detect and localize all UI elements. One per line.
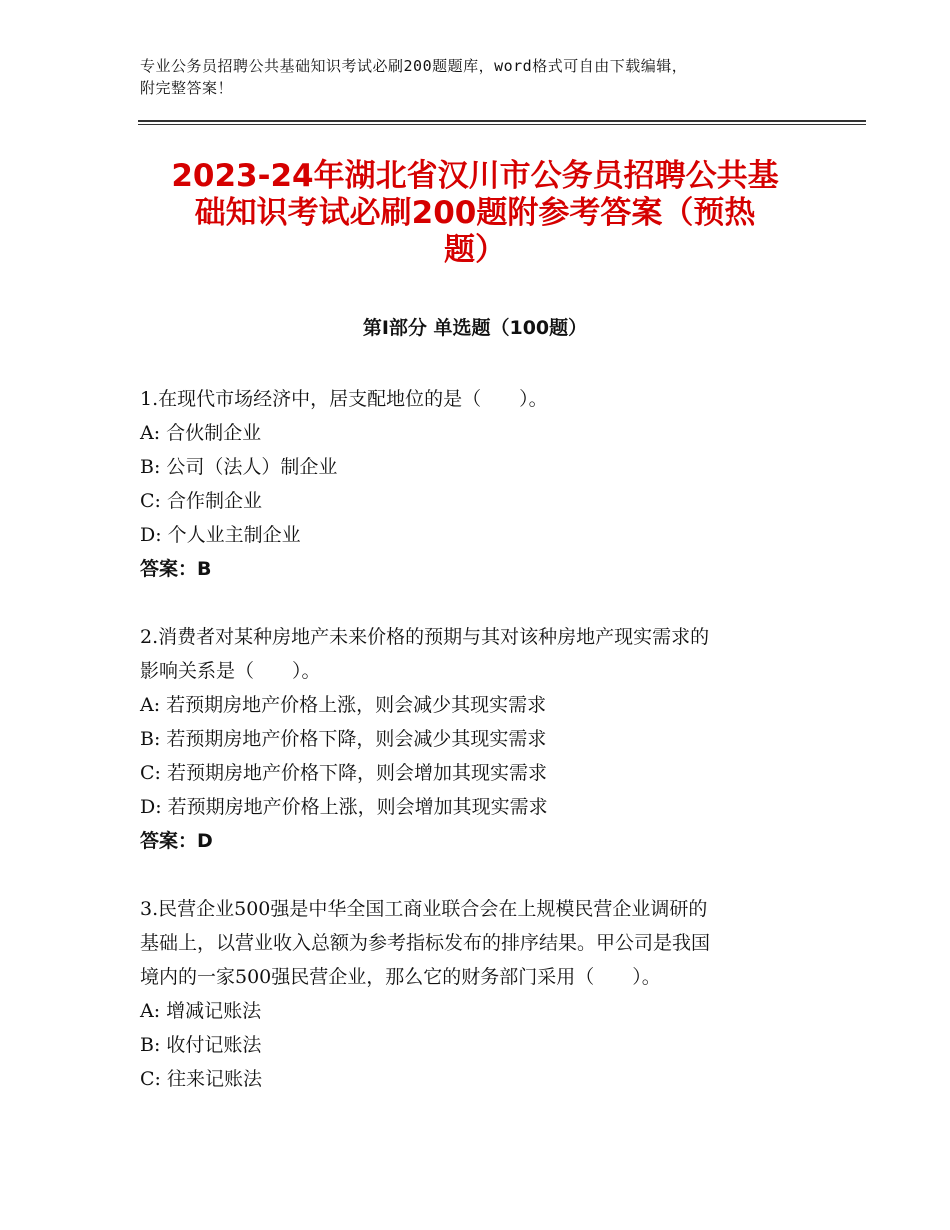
option-a: A: 若预期房地产价格上涨，则会减少其现实需求 bbox=[140, 694, 547, 716]
document-header bbox=[140, 55, 800, 99]
question-stem: 1.在现代市场经济中，居支配地位的是（ ）。 bbox=[140, 388, 548, 410]
header-divider-thick bbox=[138, 120, 866, 122]
answer: 答案：B bbox=[140, 558, 212, 580]
header-line-2: 附完整答案！ bbox=[140, 79, 234, 97]
option-c: C: 合作制企业 bbox=[140, 490, 262, 512]
option-b: B: 公司（法人）制企业 bbox=[140, 456, 338, 478]
title-line-2: 础知识考试必刷200题附参考答案（预热 bbox=[194, 195, 756, 231]
question-stem-continued: 影响关系是（ ）。 bbox=[140, 660, 321, 682]
question-list bbox=[140, 382, 800, 1130]
option-a: A: 增减记账法 bbox=[140, 1000, 262, 1022]
title-line-3: 题） bbox=[444, 232, 506, 268]
header-line-1: 专业公务员招聘公共基础知识考试必刷200题题库，word格式可自由下载编辑， bbox=[140, 57, 688, 75]
answer: 答案：D bbox=[140, 830, 213, 852]
question-stem: 3.民营企业500强是中华全国工商业联合会在上规模民营企业调研的 bbox=[140, 898, 708, 920]
question-2 bbox=[140, 620, 800, 858]
option-a: A: 合伙制企业 bbox=[140, 422, 262, 444]
option-b: B: 若预期房地产价格下降，则会减少其现实需求 bbox=[140, 728, 547, 750]
question-stem: 2.消费者对某种房地产未来价格的预期与其对该种房地产现实需求的 bbox=[140, 626, 710, 648]
question-1 bbox=[140, 382, 800, 586]
section-title: 第Ⅰ部分 单选题（100题） bbox=[362, 317, 588, 339]
option-c: C: 往来记账法 bbox=[140, 1068, 262, 1090]
question-stem-continued: 境内的一家500强民营企业，那么它的财务部门采用（ ）。 bbox=[140, 966, 661, 988]
option-c: C: 若预期房地产价格下降，则会增加其现实需求 bbox=[140, 762, 547, 784]
document-title bbox=[140, 158, 810, 269]
question-stem-continued: 基础上，以营业收入总额为参考指标发布的排序结果。甲公司是我国 bbox=[140, 932, 711, 954]
title-line-1: 2023-24年湖北省汉川市公务员招聘公共基 bbox=[171, 158, 779, 194]
option-d: D: 若预期房地产价格上涨，则会增加其现实需求 bbox=[140, 796, 548, 818]
question-3 bbox=[140, 892, 800, 1096]
option-d: D: 个人业主制企业 bbox=[140, 524, 301, 546]
header-divider-thin bbox=[138, 124, 866, 125]
option-b: B: 收付记账法 bbox=[140, 1034, 262, 1056]
